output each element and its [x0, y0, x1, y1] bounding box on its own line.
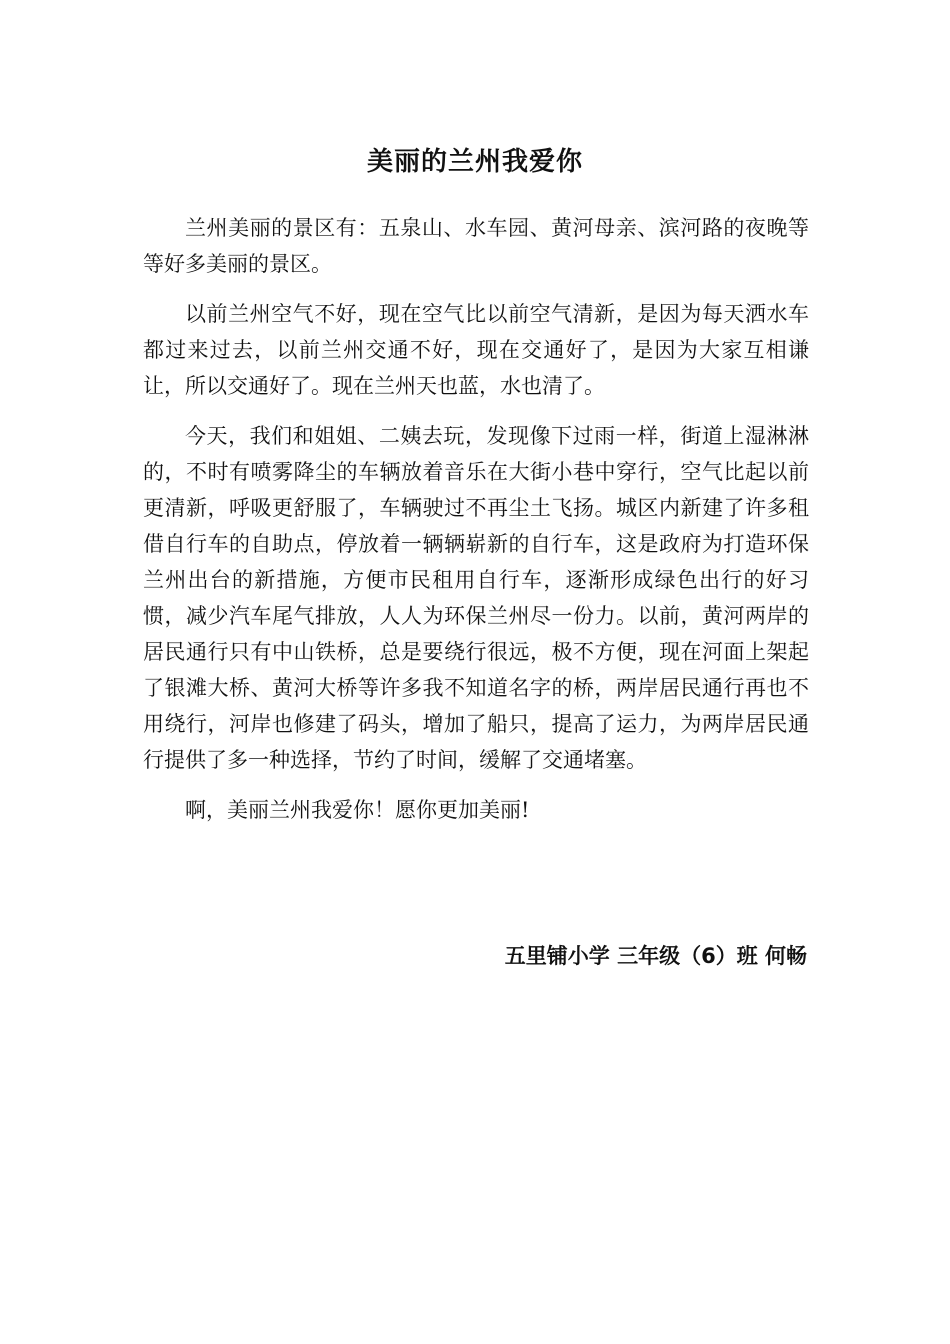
paragraph-4: 啊，美丽兰州我爱你！愿你更加美丽!: [185, 798, 530, 822]
document-title: 美丽的兰州我爱你: [366, 147, 583, 177]
paragraph-3: 今天，我们和姐姐、二姨去玩，发现像下过雨一样，街道上湿淋淋的，不时有喷雾降尘的车辆放着音乐在大街小巷中穿行，空气比起以前更清新，呼吸更舒服了，车辆驶过不再尘土飞扬。城区内新建了许多租借自行车的自助点，停放着一辆辆崭新的自行车，这是政府为打造环保兰州出台的新措施，方便市民租用自行车，逐渐形成绿色出行的好习惯，减少汽车尾气排放，人人为环保兰州尽一份力。以前，黄河两岸的居民通行只有中山铁桥，总是要绕行很远，极不方便，现在河面上架起了银滩大桥、黄河大桥等许多我不知道名字的桥，两岸居民通行再也不用绕行，河岸也修建了码头，增加了船只，提高了运力，为两岸居民通行提供了多一种选择，节约了时间，缓解了交通堵塞。: [143, 424, 809, 772]
paragraph-1: 兰州美丽的景区有：五泉山、水车园、黄河母亲、滨河路的夜晚等等好多美丽的景区。: [143, 216, 809, 276]
author-signature: 五里铺小学 三年级（6）班 何畅: [504, 944, 807, 968]
document-body: [143, 210, 809, 842]
paragraph-2: 以前兰州空气不好，现在空气比以前空气清新，是因为每天洒水车都过来过去，以前兰州交通不好，现在交通好了，是因为大家互相谦让，所以交通好了。现在兰州天也蓝，水也清了。: [143, 302, 809, 398]
